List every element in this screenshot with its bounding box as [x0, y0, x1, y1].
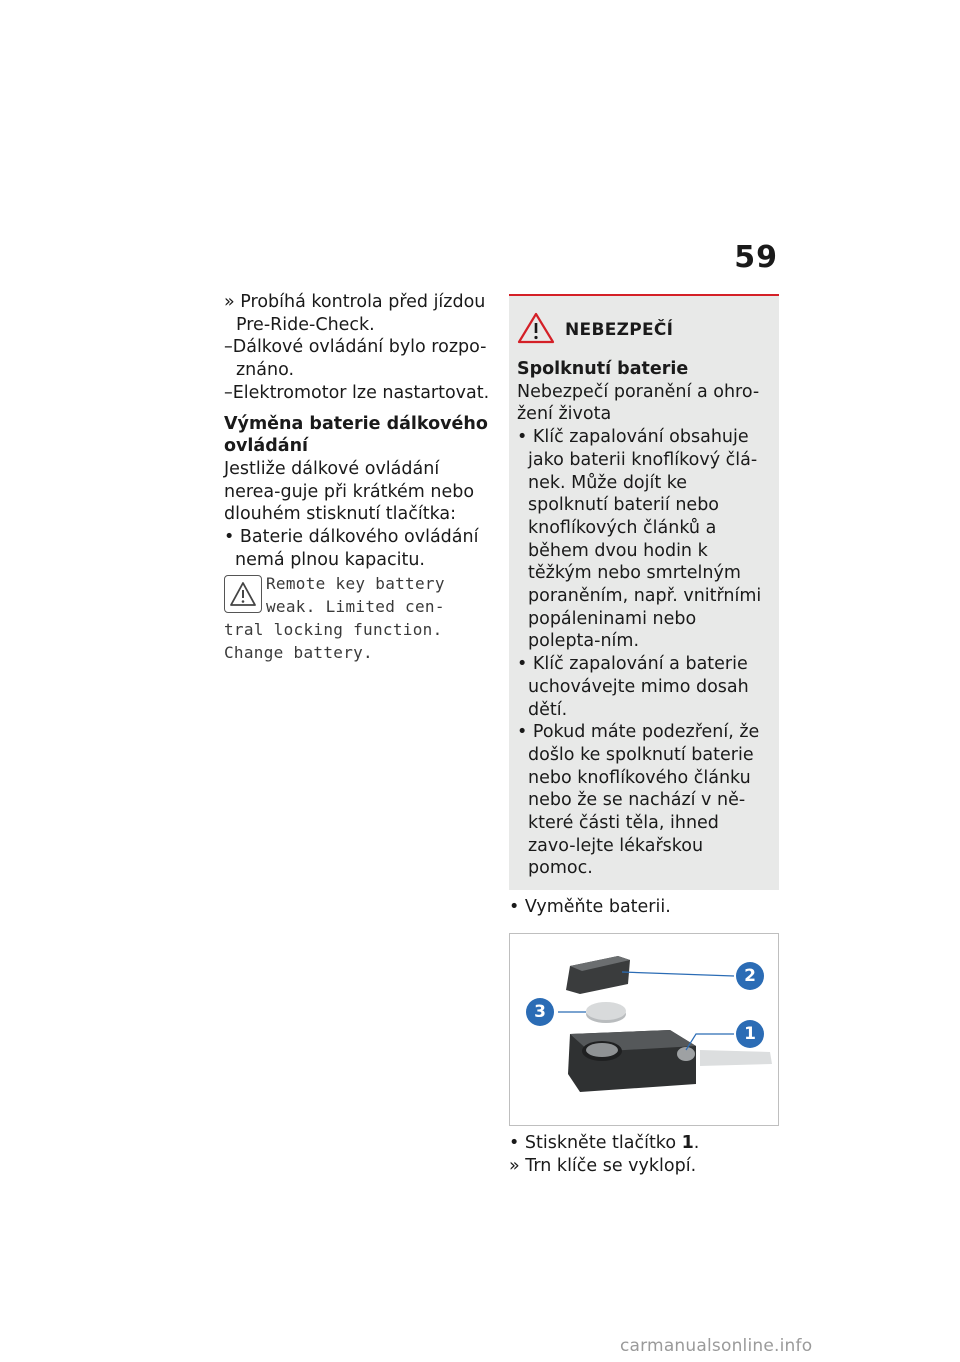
danger-header — [517, 312, 771, 348]
danger-lead: Nebezpečí poranění a ohro-žení života — [517, 381, 760, 425]
step-press-button — [509, 1132, 779, 1155]
danger-warning-icon — [517, 312, 555, 348]
key-battery-figure — [509, 933, 779, 1126]
result-key-blade: » Trn klíče se vyklopí. — [509, 1155, 697, 1176]
result-line-pre-ride-check: » Probíhá kontrola před jízdou Pre-Ride-Check. — [224, 292, 486, 335]
message-line: tral locking function. — [224, 619, 443, 639]
message-line: weak. Limited cen- — [266, 597, 445, 617]
message-line: Remote key battery — [266, 574, 445, 594]
callout-1: 1 — [736, 1020, 764, 1048]
section-heading: Výměna baterie dálkového ovládání — [224, 413, 488, 457]
danger-bullet: • Pokud máte podezření, že došlo ke spolknutí baterie nebo knoflíkového článku nebo že se nachází v ně-které části těla, ihned zavo-lejte lékařskou pomoc. — [517, 722, 760, 879]
watermark: carmanualsonline.info — [620, 1336, 813, 1356]
callout-2: 2 — [736, 962, 764, 990]
danger-title: NEBEZPEČÍ — [565, 320, 674, 340]
step-press-button-end: . — [693, 1132, 700, 1153]
page-number: 59 — [734, 240, 778, 275]
result-line-remote-recognized: –Dálkové ovládání bylo rozpo-znáno. — [224, 337, 487, 381]
section-intro: Jestliže dálkové ovládání nerea-guje při krátkém nebo dlouhém stisknutí tlačítka: — [224, 458, 475, 525]
danger-bullet: • Klíč zapalování obsahuje jako baterii knoflíkový člá-nek. Může dojít ke spolknutí baterií nebo knoflíkových článků a během dvou hodin k těžkým nebo smrtelným poraněním, např. vnitřními popáleninami nebo polepta-ním. — [517, 427, 762, 652]
result-line-motor-start: –Elektromotor lze nastartovat. — [224, 382, 490, 403]
left-column — [224, 291, 494, 664]
danger-box — [509, 294, 779, 890]
message-line: Change battery. — [224, 642, 373, 662]
step-replace-battery: • Vyměňte baterii. — [509, 897, 671, 918]
right-column — [509, 294, 779, 1177]
danger-subtitle: Spolknutí baterie — [517, 359, 689, 379]
danger-bullet: • Klíč zapalování a baterie uchovávejte mimo dosah dětí. — [517, 654, 749, 720]
warning-triangle-icon — [224, 575, 262, 613]
step-press-button-number: 1 — [681, 1132, 694, 1153]
step-press-button-text: • Stiskněte tlačítko — [509, 1132, 682, 1153]
display-message — [224, 573, 494, 664]
bullet-battery-capacity: • Baterie dálkového ovládání nemá plnou kapacitu. — [224, 527, 479, 570]
callout-3: 3 — [526, 998, 554, 1026]
